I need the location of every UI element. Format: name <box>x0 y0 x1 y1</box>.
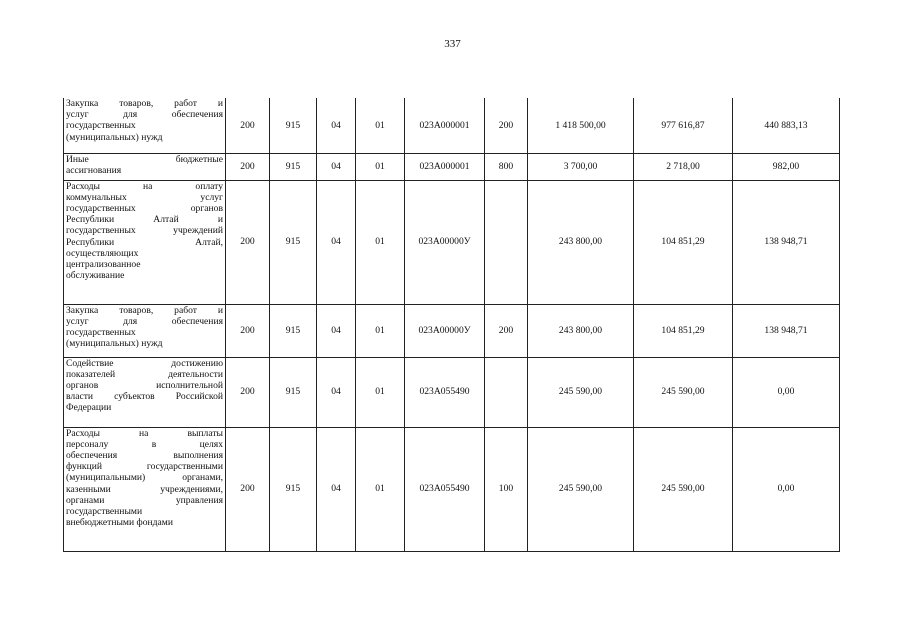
section-code-cell: 200 <box>226 153 270 180</box>
department-code-cell: 915 <box>270 180 317 304</box>
description-line: услуг для обеспечения <box>66 315 223 327</box>
description-line: обеспечения выполнения <box>66 449 223 461</box>
description-line: Расходы на оплату <box>66 180 223 192</box>
row-description <box>64 357 226 427</box>
department-code-cell: 915 <box>270 98 317 153</box>
description-line: Закупка товаров, работ и <box>66 304 223 316</box>
description-line: (муниципальными) органами, <box>66 472 223 484</box>
row-description <box>64 98 226 153</box>
planned-amount-cell: 245 590,00 <box>528 427 634 551</box>
budget-table <box>63 98 840 552</box>
description-line: функций государственными <box>66 461 223 473</box>
description-line: государственных органов <box>66 202 223 214</box>
description-line: осуществляющих <box>66 247 139 259</box>
sub-subsection-code-cell: 01 <box>356 153 405 180</box>
target-item-code-cell: 023A055490 <box>405 357 485 427</box>
expense-type-code-cell: 200 <box>485 304 528 357</box>
sub-subsection-code-cell: 01 <box>356 98 405 153</box>
subsection-code-cell: 04 <box>317 357 356 427</box>
expense-type-code-cell <box>485 357 528 427</box>
department-code-cell: 915 <box>270 357 317 427</box>
target-item-code-cell: 023A00000У <box>405 180 485 304</box>
description-line: органами управления <box>66 494 223 506</box>
description-line: (муниципальных) нужд <box>66 338 163 350</box>
planned-amount-cell: 3 700,00 <box>528 153 634 180</box>
remaining-amount-cell: 0,00 <box>733 427 840 551</box>
subsection-code-cell: 04 <box>317 180 356 304</box>
planned-amount-cell: 1 418 500,00 <box>528 98 634 153</box>
description-line: Содействие достижению <box>66 357 223 369</box>
sub-subsection-code-cell: 01 <box>356 357 405 427</box>
subsection-code-cell: 04 <box>317 98 356 153</box>
section-code-cell: 200 <box>226 98 270 153</box>
section-code-cell: 200 <box>226 357 270 427</box>
table-row <box>64 357 840 427</box>
remaining-amount-cell: 440 883,13 <box>733 98 840 153</box>
description-line: власти субъектов Российской <box>66 391 223 403</box>
remaining-amount-cell: 138 948,71 <box>733 180 840 304</box>
expense-type-code-cell: 200 <box>485 98 528 153</box>
sub-subsection-code-cell: 01 <box>356 304 405 357</box>
expense-type-code-cell: 100 <box>485 427 528 551</box>
description-line: Закупка товаров, работ и <box>66 98 223 109</box>
description-line: Расходы на выплаты <box>66 427 223 439</box>
section-code-cell: 200 <box>226 180 270 304</box>
department-code-cell: 915 <box>270 304 317 357</box>
description-line: государственных учреждений <box>66 225 223 237</box>
description-line: казенными учреждениями, <box>66 483 223 495</box>
sub-subsection-code-cell: 01 <box>356 180 405 304</box>
description-line: коммунальных услуг <box>66 191 223 203</box>
department-code-cell: 915 <box>270 427 317 551</box>
executed-amount-cell: 104 851,29 <box>634 180 733 304</box>
planned-amount-cell: 245 590,00 <box>528 357 634 427</box>
page-number: 337 <box>444 38 461 50</box>
planned-amount-cell: 243 800,00 <box>528 180 634 304</box>
executed-amount-cell: 2 718,00 <box>634 153 733 180</box>
description-line: Федерации <box>66 402 112 414</box>
executed-amount-cell: 977 616,87 <box>634 98 733 153</box>
description-line: обслуживание <box>66 270 125 282</box>
description-line: Республики Алтай и <box>66 214 223 226</box>
remaining-amount-cell: 982,00 <box>733 153 840 180</box>
remaining-amount-cell: 138 948,71 <box>733 304 840 357</box>
executed-amount-cell: 245 590,00 <box>634 427 733 551</box>
target-item-code-cell: 023A000001 <box>405 98 485 153</box>
description-line: (муниципальных) нужд <box>66 131 163 143</box>
target-item-code-cell: 023A000001 <box>405 153 485 180</box>
row-description <box>64 180 226 304</box>
description-line: внебюджетными фондами <box>66 517 173 529</box>
table-row <box>64 180 840 304</box>
row-description <box>64 153 226 180</box>
table-row <box>64 304 840 357</box>
description-line: государственными <box>66 505 143 517</box>
description-line: государственных <box>66 326 136 338</box>
description-line: Иные бюджетные <box>66 153 223 165</box>
table-row <box>64 98 840 153</box>
description-line: показателей деятельности <box>66 368 223 380</box>
expense-type-code-cell: 800 <box>485 153 528 180</box>
description-line: государственных <box>66 120 136 132</box>
target-item-code-cell: 023A055490 <box>405 427 485 551</box>
row-description <box>64 304 226 357</box>
executed-amount-cell: 245 590,00 <box>634 357 733 427</box>
subsection-code-cell: 04 <box>317 427 356 551</box>
remaining-amount-cell: 0,00 <box>733 357 840 427</box>
section-code-cell: 200 <box>226 304 270 357</box>
subsection-code-cell: 04 <box>317 304 356 357</box>
description-line: органов исполнительной <box>66 379 223 391</box>
description-line: ассигнования <box>66 164 122 176</box>
department-code-cell: 915 <box>270 153 317 180</box>
planned-amount-cell: 243 800,00 <box>528 304 634 357</box>
description-line: Республики Алтай, <box>66 236 223 248</box>
target-item-code-cell: 023A00000У <box>405 304 485 357</box>
row-description <box>64 427 226 551</box>
expense-type-code-cell <box>485 180 528 304</box>
sub-subsection-code-cell: 01 <box>356 427 405 551</box>
subsection-code-cell: 04 <box>317 153 356 180</box>
table-row <box>64 427 840 551</box>
table-row <box>64 153 840 180</box>
section-code-cell: 200 <box>226 427 270 551</box>
description-line: персоналу в целях <box>66 438 223 450</box>
description-line: услуг для обеспечения <box>66 109 223 121</box>
executed-amount-cell: 104 851,29 <box>634 304 733 357</box>
description-line: централизованное <box>66 258 141 270</box>
